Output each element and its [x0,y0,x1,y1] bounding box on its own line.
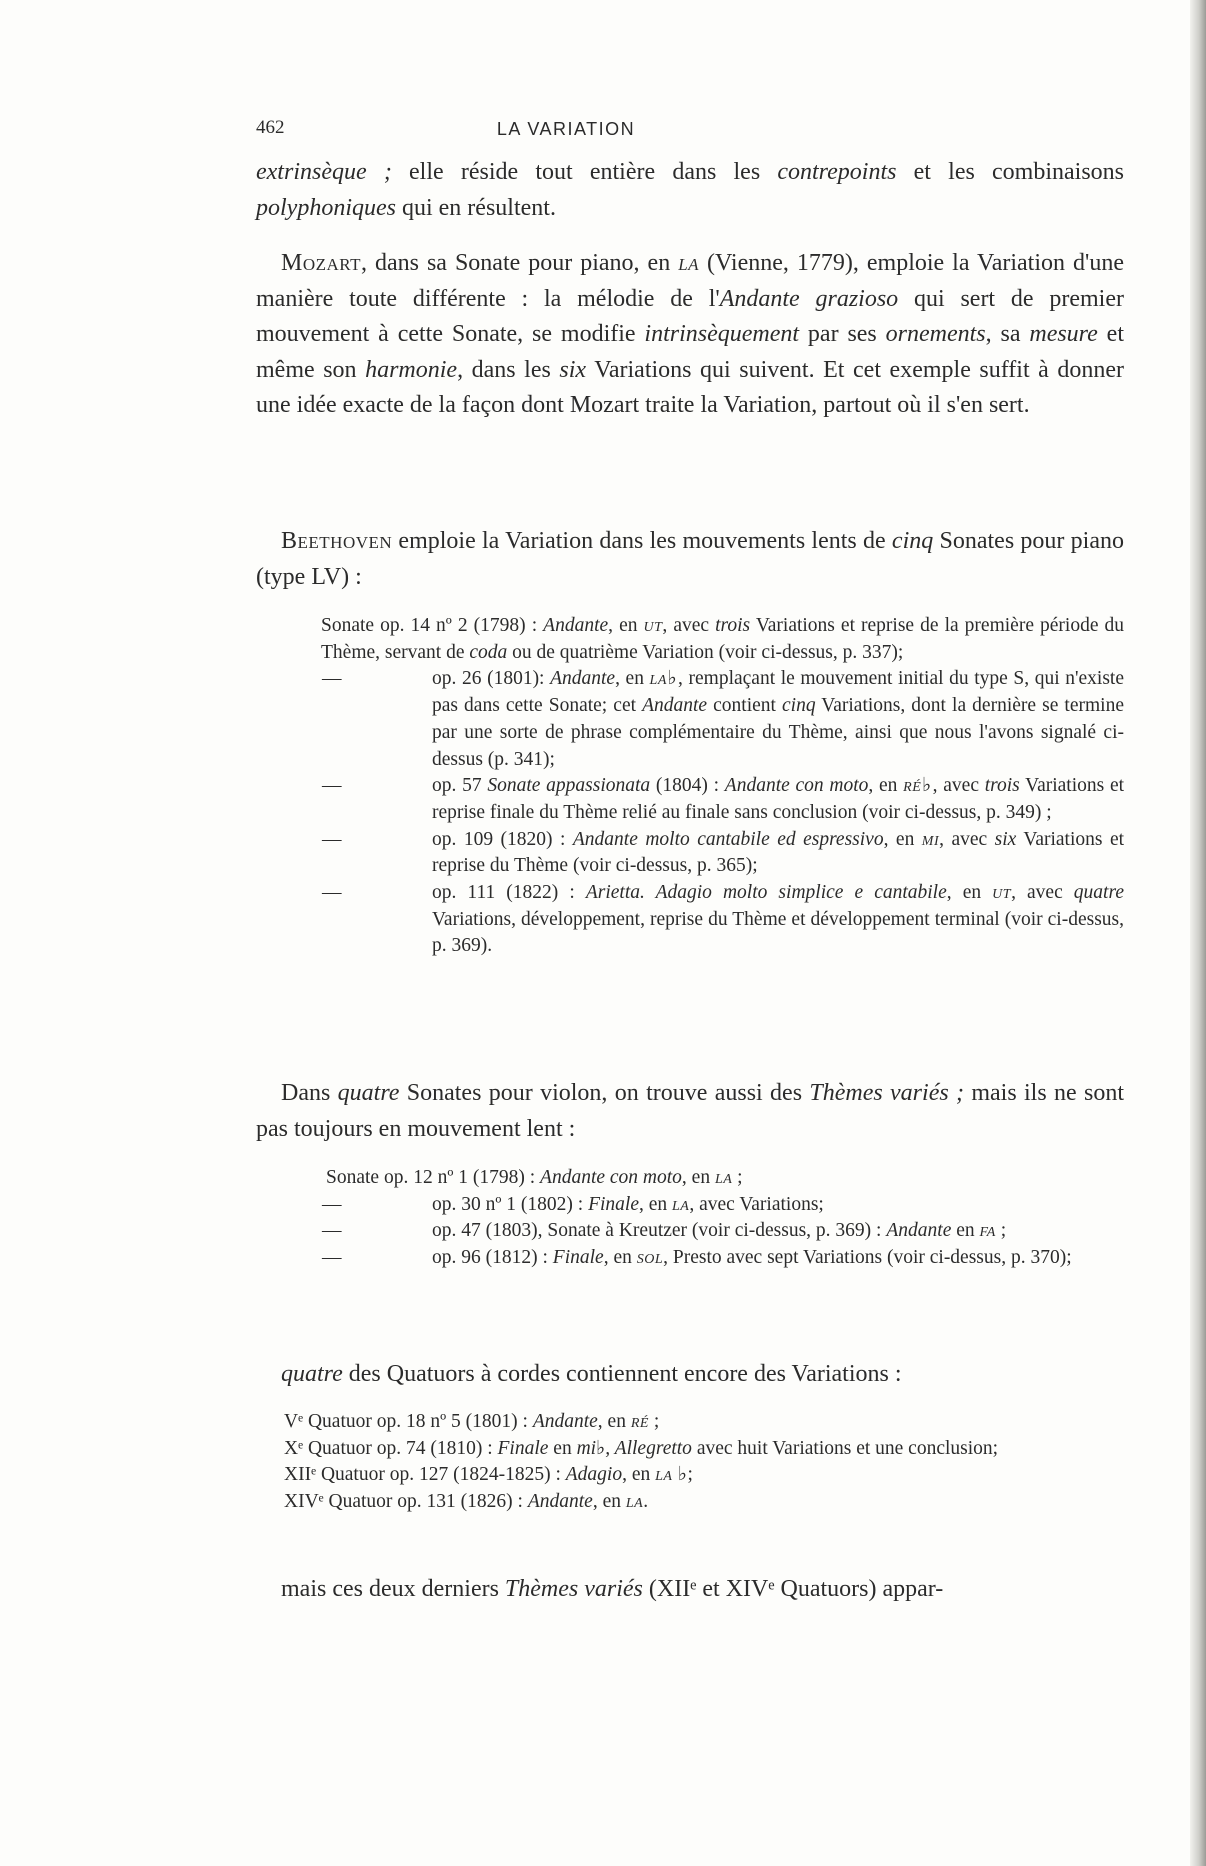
dash: — [322,1193,342,1215]
list-item [256,1462,1124,1489]
entry-a: op. 111 (1822) : [432,882,586,904]
beethoven-paragraph [256,524,1124,595]
entry-e: avec huit Variations et une conclusion; [691,1437,999,1459]
mozart-andante: Andante grazioso [719,285,899,312]
list-item [256,1218,1124,1245]
intro-t3: contrepoints [777,159,897,185]
entry-d: Andante con moto [724,775,869,797]
entry-e: ; [687,1464,693,1486]
list-item [256,1245,1124,1272]
violin-themes: Thèmes variés ; [809,1080,965,1106]
intro-t4: et les combinaisons [896,159,1125,185]
entry-f: quatre [1073,882,1124,904]
entry-a: Sonate op. 14 nº 2 (1798) : [321,615,544,636]
dash: — [322,775,342,797]
entry-a: Vᵉ Quatuor op. 18 nº 5 (1801) : [284,1411,533,1432]
dash: — [322,1220,342,1242]
mozart-t8: Variations qui suivent. Et cet exemple suffit à donner une idée exacte de la façon dont Mozart traite la Variation, partout où il s'en sert. [256,356,1125,418]
entry-d: ut [643,615,663,636]
entry-d: sol [636,1247,664,1269]
entry-e: , remplaçant le mouvement initial du type S, qui n'existe pas dans cette Sonate; cet [432,668,1124,717]
entry-e: . [643,1491,649,1513]
entry-b: Andante molto cantabile ed espressivo [572,828,884,850]
entry-h: cinq [782,695,816,717]
entry-c: , en [946,882,993,904]
dash: — [322,828,342,850]
entry-g: Variations et reprise du Thème (voir ci-dessus, p. 365); [432,828,1125,877]
entry-e: , avec Variations; [689,1193,824,1215]
mozart-t3: qui sert de premier mouvement à cette Sonate, se modifie [256,285,1124,347]
intro-t1: extrinsèque ; [256,159,392,185]
entry-b: Finale [497,1437,549,1459]
mozart-ornements: ornements [885,321,986,347]
list-item [256,773,1124,826]
entry-b: Finale [588,1193,639,1215]
entry-b: Finale [552,1247,604,1269]
mozart-paragraph [256,246,1124,424]
piano-sonata-list [256,613,1124,960]
entry-a: Sonate op. 12 nº 1 (1798) : [326,1167,541,1188]
dash: — [322,668,342,690]
entry-b: Andante [527,1491,593,1513]
entry-c: , en [597,1411,631,1432]
entry-a: op. 96 (1812) : [432,1247,553,1269]
entry-b: Arietta. Adagio molto simplice e cantabile [585,882,947,904]
entry-c: , en [883,828,922,850]
violin-t3: mais ils ne sont pas toujours en mouvement lent : [256,1080,1125,1142]
mozart-intrinsequement: intrinsèquement [644,321,800,347]
entry-g: Variations, développement, reprise du Thème et développement terminal (voir ci-dessus, p. 369). [432,908,1124,957]
entry-h: trois [984,775,1020,797]
entry-c: (1804) : [650,775,725,797]
entry-d: fa [979,1220,996,1242]
violin-quatre: quatre [337,1080,400,1106]
mozart-t2: (Vienne, 1779), emploie la Variation d'une manière toute différente : la mélodie de l' [256,250,1124,312]
entry-b: Adagio [565,1464,623,1486]
entry-e: , avec [939,828,995,850]
page-header [256,117,1124,147]
entry-e: ; [732,1167,743,1188]
entry-c: en [951,1220,980,1242]
entry-d: mi♭, Allegretto [576,1437,692,1459]
page-edge-shadow [1190,0,1206,1866]
mozart-six: six [559,356,587,383]
list-item [256,827,1124,880]
mozart-mesure: mesure [1029,321,1098,347]
entry-d: la [672,1193,690,1215]
violin-paragraph [256,1076,1124,1147]
intro-paragraph [256,155,1124,226]
entry-d: la ♭ [655,1464,688,1486]
entry-d: ut [992,882,1012,904]
quartet-paragraph [256,1357,1124,1393]
violin-sonata-list [256,1165,1124,1272]
dash: — [322,1247,342,1269]
intro-t6: qui en résultent. [395,194,556,221]
entry-i: Variations, dont la dernière se termine par une sorte de phrase complémentaire du Thème, ainsi que nous l'avons signalé ci-dessus (p. 341); [432,695,1124,770]
entry-d: la♭ [649,668,679,690]
entry-a: op. 26 (1801): [432,668,551,690]
violin-t1: Dans [281,1080,338,1106]
closing-paragraph [256,1572,1124,1608]
entry-d: ré [630,1411,649,1432]
entry-c: , en [608,615,644,636]
mozart-t6: et même son [256,321,1124,383]
entry-b: Andante con moto [540,1167,682,1188]
beethoven-name: Beethoven [281,528,393,554]
entry-a: op. 57 [432,775,488,797]
quartet-quatre: quatre [281,1361,343,1387]
entry-d: mi [921,828,940,850]
entry-e: ; [648,1411,660,1432]
entry-d: la [625,1491,644,1513]
entry-c: , en [603,1247,637,1269]
mozart-key: la [678,250,700,276]
violin-t2: Sonates pour violon, on trouve aussi des [399,1080,810,1106]
mozart-t7: , dans les [457,356,560,383]
list-item [256,666,1124,773]
list-item [256,613,1124,666]
entry-e: , en [868,775,904,797]
entry-b: Andante [886,1220,952,1242]
list-item [256,880,1124,960]
quartet-list [256,1409,1124,1516]
mozart-t4: par ses [799,321,886,347]
entry-c: , en [681,1167,715,1188]
entry-i: ou de quatrième Variation (voir ci-dessus, p. 337); [507,641,904,663]
entry-a: Xᵉ Quatuor op. 74 (1810) : [284,1437,498,1459]
list-item [256,1192,1124,1219]
entry-a: op. 30 nº 1 (1802) : [432,1193,589,1215]
page-number: 462 [256,117,285,138]
running-head: LA VARIATION [496,119,636,139]
entry-a: op. 47 (1803), Sonate à Kreutzer (voir ci-dessus, p. 369) : [432,1220,887,1242]
entry-g: , avec [932,775,985,797]
mozart-t5: , sa [985,321,1030,347]
beethoven-t2: Sonates pour piano (type LV) : [256,528,1124,590]
intro-t2: elle réside tout entière dans les [391,159,778,185]
closing-t2: (XIIᵉ et XIVᵉ Quatuors) appar- [642,1576,944,1602]
list-item [256,1489,1124,1516]
quartet-t1: des Quatuors à cordes contiennent encore des Variations : [342,1361,902,1387]
entry-g: contient [707,695,783,717]
entry-g: Variations et reprise de la première période du Thème, servant de [321,615,1125,663]
entry-d: la [714,1167,733,1188]
entry-c: en [548,1437,577,1459]
entry-c: , en [592,1491,626,1513]
list-item [256,1436,1124,1463]
entry-f: ré♭ [903,775,933,797]
entry-e: , avec [662,615,716,636]
entry-b: Sonate appassionata [487,775,651,797]
entry-c: , en [622,1464,656,1486]
entry-a: XIIᵉ Quatuor op. 127 (1824-1825) : [284,1464,566,1486]
entry-f: Andante [642,695,708,717]
list-item [256,1165,1124,1192]
entry-a: XIVᵉ Quatuor op. 131 (1826) : [284,1491,528,1513]
entry-b: Andante [532,1411,598,1432]
entry-e: ; [995,1220,1007,1242]
entry-c: , en [638,1193,673,1215]
entry-f: six [994,828,1017,850]
entry-e: , Presto avec sept Variations (voir ci-dessus, p. 370); [663,1247,1072,1269]
entry-h: coda [469,641,508,663]
entry-f: trois [715,615,751,636]
mozart-harmonie: harmonie [365,356,458,383]
beethoven-cinq: cinq [891,528,934,554]
entry-c: , en [615,668,650,690]
closing-themes: Thèmes variés [504,1576,643,1602]
closing-t1: mais ces deux derniers [281,1576,505,1602]
dash: — [322,882,342,904]
entry-b: Andante [543,615,609,636]
entry-i: Variations et reprise finale du Thème relié au finale sans conclusion (voir ci-dessus, p. 349) ; [432,775,1125,823]
entry-a: op. 109 (1820) : [432,828,573,850]
beethoven-t1: emploie la Variation dans les mouvements lents de [392,528,892,554]
mozart-name: Mozart [281,250,361,276]
intro-t5: polyphoniques [256,194,396,221]
list-item [256,1409,1124,1436]
mozart-t1: , dans sa Sonate pour piano, en [360,250,679,276]
entry-b: Andante [550,668,616,690]
entry-e: , avec [1011,882,1074,904]
